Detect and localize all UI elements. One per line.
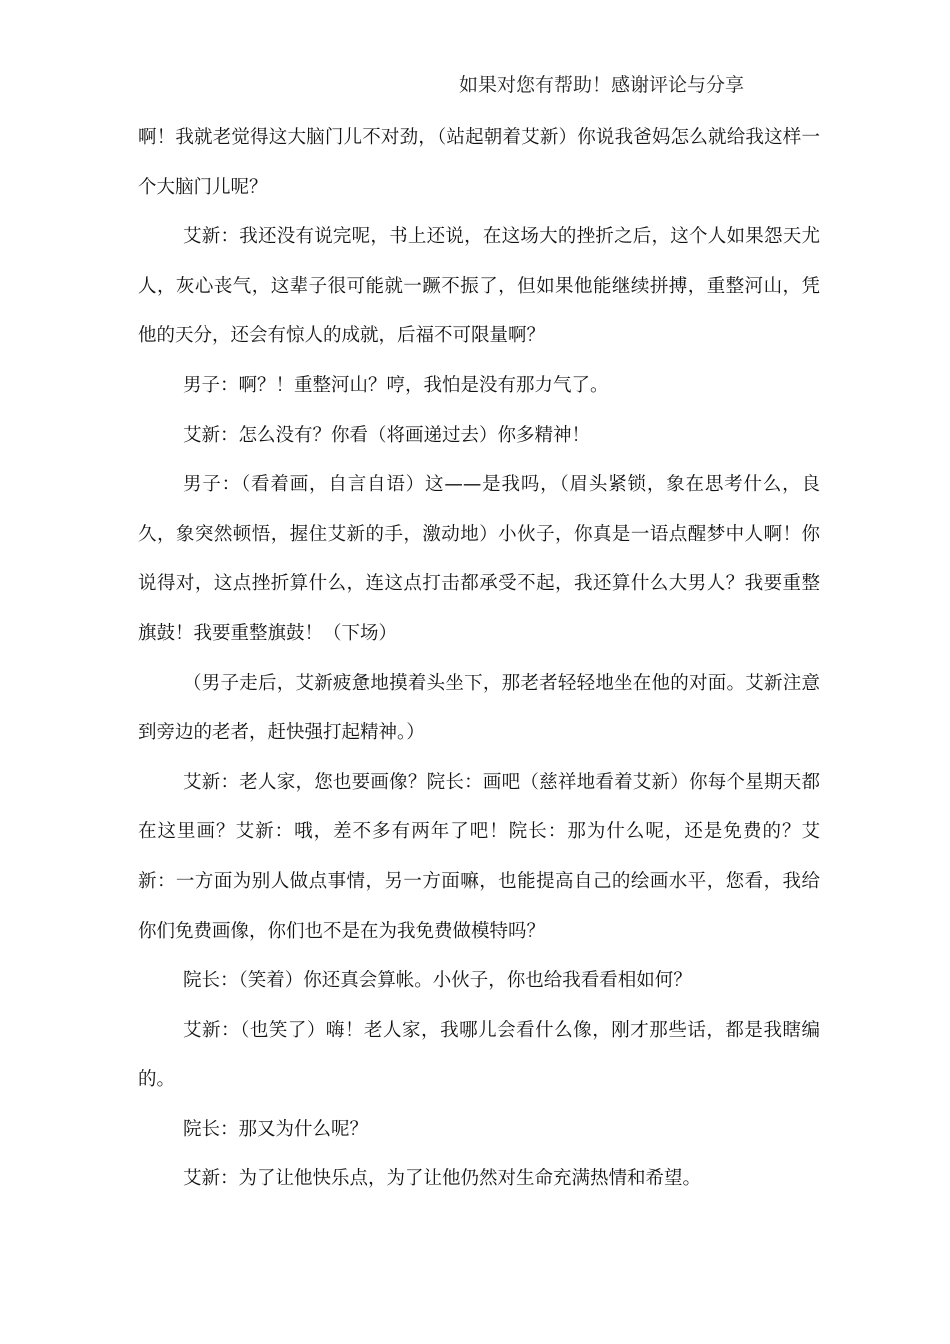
paragraph-dialogue: 艾新：（也笑了）嗨！老人家，我哪儿会看什么像，刚才那些话，都是我瞎编的。 [138,1019,820,1091]
header-note: 如果对您有帮助！感谢评论与分享 [459,74,745,96]
paragraph-dialogue: 男子：（看着画，自言自语）这——是我吗，（眉头紧锁，象在思考什么，良久，象突然顿悟，握住艾新的手，激动地）小伙子，你真是一语点醒梦中人啊！你说得对，这点挫折算什么，连这点打击都承受不起，我还算什么大男人？我要重整旗鼓！我要重整旗鼓！（下场） [138,474,820,644]
paragraph-stage-direction: （男子走后，艾新疲惫地摸着头坐下，那老者轻轻地坐在他的对面。艾新注意到旁边的老者，赶快强打起精神。） [138,672,820,744]
paragraph-dialogue: 院长：（笑着）你还真会算帐。小伙子，你也给我看看相如何？ [183,970,692,992]
paragraph-dialogue: 艾新：我还没有说完呢，书上还说，在这场大的挫折之后，这个人如果怨天尤人，灰心丧气，这辈子很可能就一蹶不振了，但如果他能继续拼搏，重整河山，凭他的天分，还会有惊人的成就，后福不可限量啊？ [138,226,820,347]
paragraph-dialogue: 艾新：老人家，您也要画像？院长：画吧（慈祥地看着艾新）你每个星期天都在这里画？艾新：哦，差不多有两年了吧！院长：那为什么呢，还是免费的？艾新：一方面为别人做点事情，另一方面嘛，也能提高自己的绘画水平，您看，我给你们免费画像，你们也不是在为我免费做模特吗？ [138,771,820,942]
paragraph-dialogue: 院长：那又为什么呢？ [183,1118,369,1140]
paragraph-dialogue: 男子：啊？！重整河山？哼，我怕是没有那力气了。 [183,374,609,396]
paragraph-dialogue: 艾新：为了让他快乐点，为了让他仍然对生命充满热情和希望。 [183,1168,702,1190]
document-body [138,113,820,1204]
paragraph-dialogue: 艾新：怎么没有？你看（将画递过去）你多精神！ [183,424,591,446]
paragraph-continuation: 啊！我就老觉得这大脑门儿不对劲，（站起朝着艾新）你说我爸妈怎么就给我这样一个大脑门儿呢？ [138,127,820,198]
